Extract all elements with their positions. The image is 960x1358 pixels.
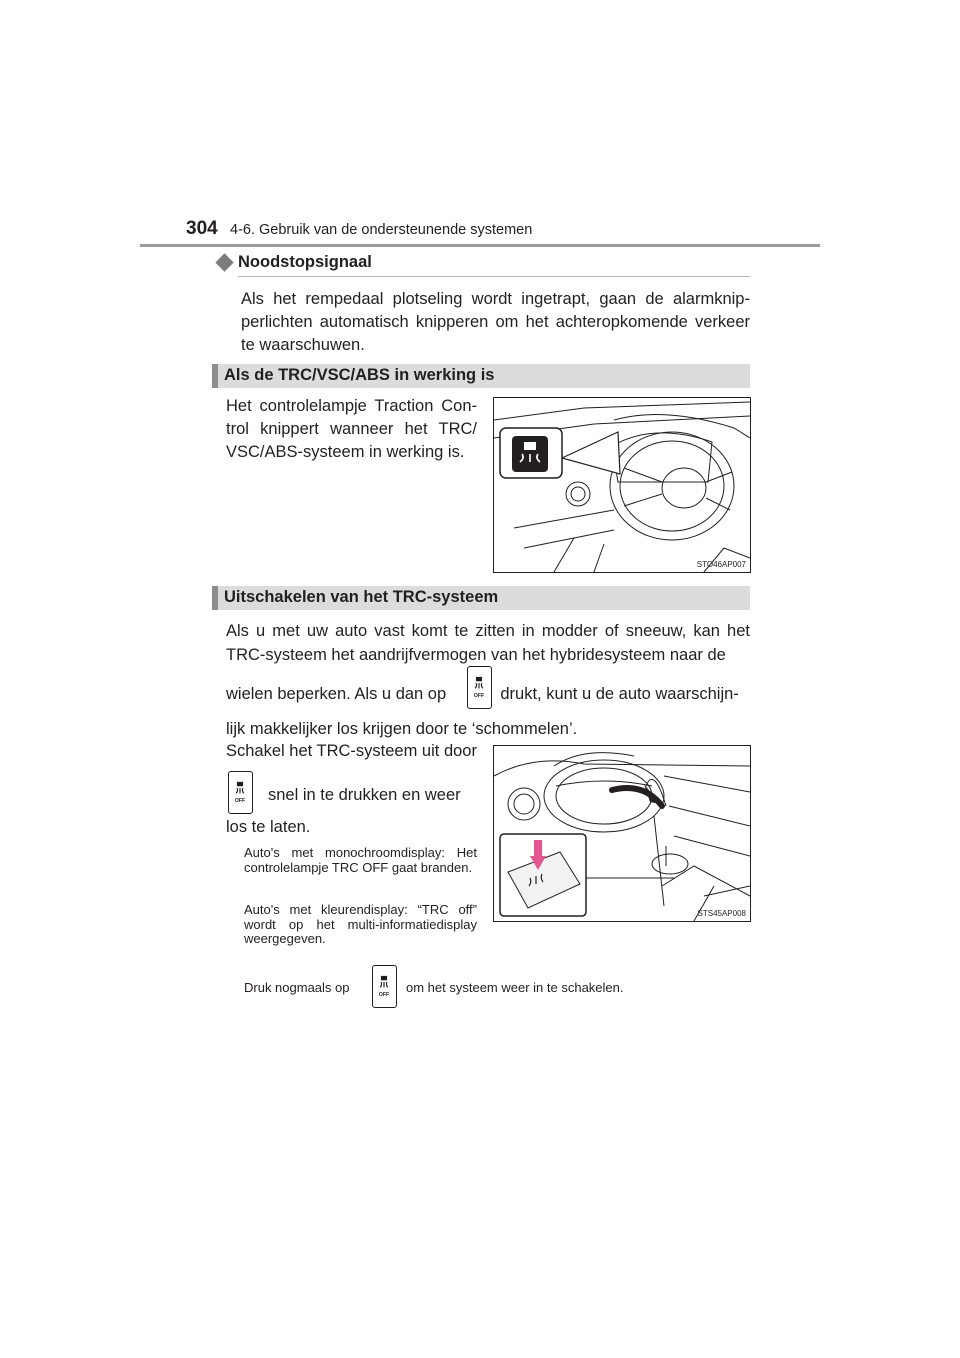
section-heading-uitschakelen (212, 586, 750, 610)
dashboard-illustration (493, 397, 751, 573)
trc-switch-illustration (493, 745, 751, 922)
werking-text: Het controlelampje Traction Control knippert wanneer het TRC/ VSC/ABS-systeem in werking is. (226, 397, 477, 461)
step-line3: los te laten. (226, 818, 311, 836)
uitschakelen-text-lines: Als u met uw auto vast komt te zitten in modder of sneeuw, kan het TRC-systeem het aandrijfvermogen van het hybridesysteem naar de (226, 622, 750, 664)
figure-code: STS45AP008 (697, 909, 746, 918)
note-monochrome: Auto's met monochroomdisplay: Het controlelampje TRC OFF gaat branden. (244, 845, 477, 875)
step-line2: snel in te drukken en weer (268, 786, 461, 804)
diamond-bullet-icon (215, 253, 233, 271)
page-number: 304 (186, 218, 218, 239)
trc-off-button-icon (467, 666, 492, 709)
note-color: Auto's met kleurendisplay: “TRC off” wordt op het multi-informatiedisplay weergegeven. (244, 902, 477, 946)
dashboard-drawing (494, 398, 750, 572)
section-heading-werking (212, 364, 750, 388)
section-path: 4-6. Gebruik van de ondersteunende systemen (230, 222, 533, 238)
switch-drawing (494, 746, 750, 921)
reenable-after: om het systeem weer in te schakelen. (406, 980, 624, 995)
uitschakelen-text-line4: lijk makkelijker los krijgen door te ‘schommelen’. (226, 720, 578, 738)
figure-code: STO46AP007 (696, 560, 746, 569)
header-rule (140, 244, 820, 247)
noodstop-title: Noodstopsignaal (238, 253, 372, 271)
werking-heading: Als de TRC/VSC/ABS in werking is (224, 366, 495, 384)
uitschakelen-text (226, 619, 750, 738)
subtitle-rule (238, 276, 750, 277)
trc-off-button-icon (372, 965, 397, 1008)
step-line1: Schakel het TRC-systeem uit door (226, 742, 477, 760)
uitschakelen-heading: Uitschakelen van het TRC-systeem (224, 588, 499, 606)
line3-after: drukt, kunt u de auto waarschijn- (500, 685, 739, 703)
reenable-before: Druk nogmaals op (244, 980, 350, 995)
line3-before: wielen beperken. Als u dan op (226, 685, 447, 703)
trc-off-button-icon (228, 771, 253, 814)
noodstop-text: Als het rempedaal plotseling wordt ingetrapt, gaan de alarmknipperlichten automatisch knipperen om het achteropkomende verkeer te waarschuwen. (241, 290, 750, 354)
